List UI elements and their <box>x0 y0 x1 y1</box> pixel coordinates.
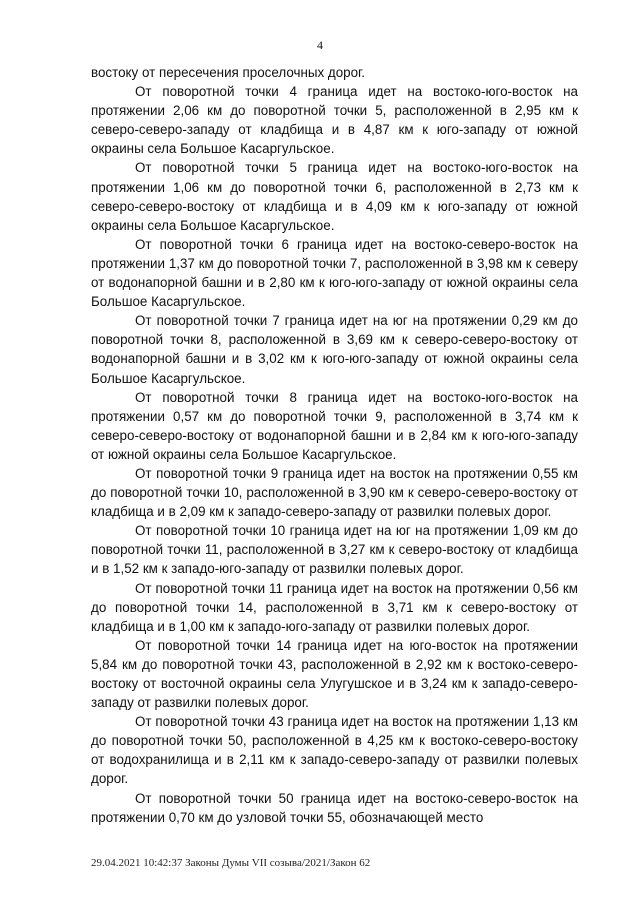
paragraph: От поворотной точки 10 граница идет на юг на протяжении 1,09 км до поворотной точки 11, расположенной в 3,27 км к северо-востоку от кладбища и в 1,52 км к западо-юго-западу от развилки полевых дорог. <box>91 523 578 577</box>
paragraph: От поворотной точки 4 граница идет на востоко-юго-восток на протяжении 2,06 км до поворотной точки 5, расположенной в 2,95 км к северо-северо-западу от кладбища и в 4,87 км к юго-западу от южной окраины села Большое Касаргульское. <box>91 84 578 157</box>
paragraph: От поворотной точки 9 граница идет на восток на протяжении 0,55 км до поворотной точки 10, расположенной в 3,90 км к северо-северо-востоку от кладбища и в 2,09 км к западо-северо-западу от развилки полевых дорог. <box>91 465 578 520</box>
paragraph: От поворотной точки 8 граница идет на востоко-юго-восток на протяжении 0,57 км до поворотной точки 9, расположенной в 3,74 км к северо-северо-востоку от водонапорной башни и в 2,84 км к юго-юго-западу от южной окраины села Большое Касаргульское. <box>91 389 578 462</box>
paragraph: От поворотной точки 14 граница идет на юго-восток на протяжении 5,84 км до поворотной точки 43, расположенной в 2,92 км к востоко-северо-востоку от восточной окраины села Улугушское и в 3,24 км к западо-северо-западу от развилки полевых дорог. <box>91 637 578 711</box>
document-body <box>91 63 578 827</box>
paragraph: От поворотной точки 7 граница идет на юг на протяжении 0,29 км до поворотной точки 8, расположенной в 3,69 км к северо-северо-востоку от водонапорной башни и в 3,02 км к юго-юго-западу от южной окраины села Большое Касаргульское. <box>91 313 578 386</box>
document-footer: 29.04.2021 10:42:37 Законы Думы VII созыва/2021/Закон 62 <box>91 857 371 869</box>
paragraph: От поворотной точки 43 граница идет на восток на протяжении 1,13 км до поворотной точки 50, расположенной в 4,25 км к востоко-северо-востоку от водохранилища и в 2,11 км к западо-северо-западу от развилки полевых дорог. <box>91 714 578 787</box>
paragraph: востоку от пересечения проселочных дорог. <box>91 65 366 80</box>
paragraph: От поворотной точки 5 граница идет на востоко-юго-восток на протяжении 1,06 км до поворотной точки 6, расположенной в 2,73 км к северо-северо-востоку от кладбища и в 4,09 км к юго-западу от южной окраины села Большое Касаргульское. <box>91 160 578 233</box>
paragraph: От поворотной точки 50 граница идет на востоко-северо-восток на протяжении 0,70 км до узловой точки 55, обозначающей место <box>91 790 578 825</box>
paragraph: От поворотной точки 6 граница идет на востоко-северо-восток на протяжении 1,37 км до поворотной точки 7, расположенной в 3,98 км к северу от водонапорной башни и в 2,80 км к юго-юго-западу от южной окраины села Большое Касаргульское. <box>91 236 578 310</box>
paragraph: От поворотной точки 11 граница идет на восток на протяжении 0,56 км до поворотной точки 14, расположенной в 3,71 км к северо-востоку от кладбища и в 1,00 км к западо-юго-западу от развилки полевых дорог. <box>91 580 578 634</box>
page-number: 4 <box>317 38 323 52</box>
